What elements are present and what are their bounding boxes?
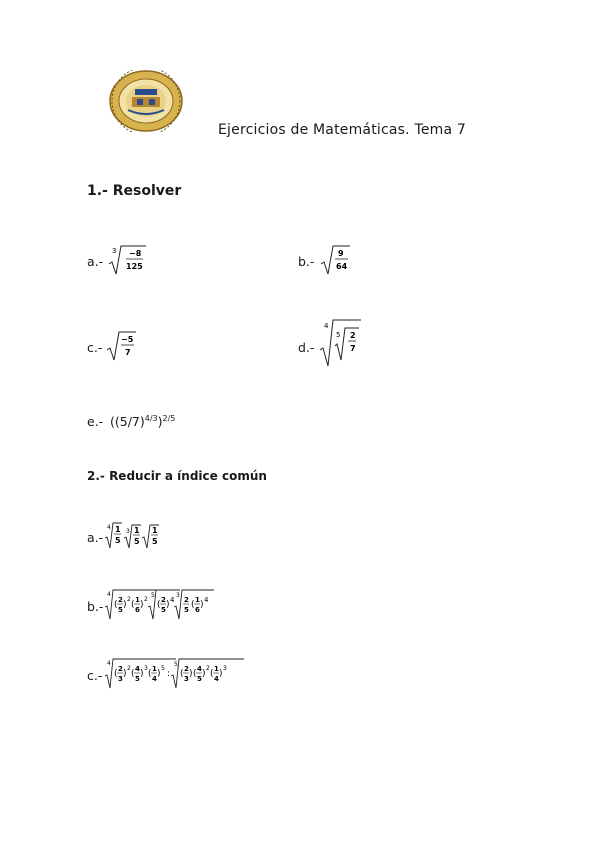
- fraction-denominator: 125: [126, 262, 143, 271]
- svg-text:2: 2: [127, 596, 131, 603]
- exercise-1b-label: b.-: [298, 254, 315, 269]
- exercise-1b-expression: [320, 242, 352, 276]
- svg-text:5: 5: [151, 592, 155, 599]
- svg-text:2: 2: [184, 665, 189, 673]
- svg-text:4: 4: [204, 596, 209, 604]
- exercise-2c-label: c.-: [87, 668, 103, 683]
- svg-text:(: (: [114, 669, 118, 679]
- svg-text:): ): [140, 669, 144, 679]
- svg-text:(: (: [131, 669, 135, 679]
- fraction-numerator: −8: [129, 249, 142, 258]
- svg-text:): ): [123, 600, 127, 610]
- svg-text:1: 1: [135, 596, 140, 604]
- svg-text:3: 3: [176, 592, 180, 599]
- exercise-2c-expression: [104, 656, 254, 690]
- svg-text:2: 2: [144, 596, 148, 603]
- exercise-2a-expression: [104, 520, 164, 550]
- svg-text:2: 2: [161, 596, 166, 604]
- svg-text:1: 1: [214, 665, 219, 673]
- exercise-2b-label: b.-: [87, 599, 104, 614]
- exercise-1d-expression: [319, 316, 363, 370]
- svg-text:5: 5: [161, 606, 166, 614]
- svg-text:(: (: [193, 669, 197, 679]
- svg-text:6: 6: [135, 606, 140, 614]
- svg-text:1: 1: [152, 665, 157, 673]
- svg-text:1: 1: [195, 596, 200, 604]
- exercise-1c-expression: [106, 328, 140, 362]
- svg-text:): ): [189, 669, 193, 679]
- exercise-1c-label: c.-: [87, 340, 103, 355]
- svg-text:5: 5: [118, 606, 123, 614]
- svg-text:2: 2: [118, 665, 123, 673]
- svg-text:4: 4: [107, 591, 111, 598]
- svg-text:3: 3: [144, 665, 148, 672]
- exercise-1e-label: e.-: [87, 414, 104, 429]
- exercise-1d-label: d.-: [298, 340, 315, 355]
- svg-text:1: 1: [115, 525, 121, 534]
- svg-text:): ): [140, 600, 144, 610]
- fraction-denominator: 64: [336, 262, 348, 271]
- section-1-heading: 1.- Resolver: [87, 183, 182, 199]
- svg-text:1: 1: [134, 526, 140, 535]
- svg-text:(: (: [180, 669, 184, 679]
- svg-text::: :: [167, 669, 171, 679]
- svg-text:4: 4: [107, 660, 111, 667]
- exercise-2b-expression: [104, 587, 236, 621]
- svg-text:(: (: [157, 600, 161, 610]
- svg-text:(: (: [210, 669, 214, 679]
- fraction-denominator: 7: [125, 348, 131, 357]
- svg-text:3: 3: [118, 675, 123, 683]
- svg-text:): ): [157, 669, 161, 679]
- svg-text:6: 6: [195, 606, 200, 614]
- svg-text:3: 3: [184, 675, 189, 683]
- fraction-numerator: 2: [350, 331, 356, 340]
- svg-text:3: 3: [223, 665, 227, 672]
- inner-root-index: 5: [336, 331, 341, 339]
- exercise-2a-label: a.-: [87, 530, 104, 545]
- svg-text:4: 4: [135, 665, 140, 673]
- svg-text:2: 2: [127, 665, 131, 672]
- expression-close: ): [157, 414, 163, 430]
- exercise-1a-expression: [108, 242, 148, 276]
- expression-base: ((5/7): [110, 414, 145, 430]
- svg-text:): ): [202, 669, 206, 679]
- svg-text:): ): [219, 669, 223, 679]
- svg-text:1: 1: [152, 526, 158, 535]
- svg-text:5: 5: [152, 537, 158, 546]
- svg-text:(: (: [114, 600, 118, 610]
- svg-text:5: 5: [197, 675, 202, 683]
- section-2-heading: 2.- Reducir a índice común: [87, 469, 267, 483]
- root-index: 3: [112, 247, 117, 255]
- svg-text:(: (: [191, 600, 195, 610]
- svg-text:4: 4: [170, 596, 175, 604]
- svg-text:5: 5: [135, 675, 140, 683]
- outer-root-index: 4: [324, 322, 329, 330]
- document-title: Ejercicios de Matemáticas. Tema 7: [218, 122, 467, 138]
- exponent-inner: 4/3: [144, 414, 158, 423]
- svg-text:5: 5: [174, 661, 178, 668]
- svg-text:5: 5: [115, 536, 121, 545]
- fraction-denominator: 7: [350, 344, 356, 353]
- svg-text:5: 5: [161, 665, 165, 672]
- fraction-numerator: 9: [338, 249, 344, 258]
- svg-text:5: 5: [134, 537, 140, 546]
- svg-text:2: 2: [184, 596, 189, 604]
- svg-text:4: 4: [214, 675, 219, 683]
- exercise-1a-label: a.-: [87, 254, 104, 269]
- svg-text:2: 2: [118, 596, 123, 604]
- exercise-1e-expression: [110, 414, 175, 429]
- svg-text:): ): [123, 669, 127, 679]
- svg-text:4: 4: [197, 665, 202, 673]
- svg-text:4: 4: [107, 524, 111, 531]
- svg-text:(: (: [131, 600, 135, 610]
- exponent-outer: 2/5: [162, 414, 176, 423]
- svg-text:): ): [200, 600, 204, 610]
- svg-text:(: (: [148, 669, 152, 679]
- fraction-numerator: −5: [121, 335, 134, 344]
- svg-text:5: 5: [184, 606, 189, 614]
- svg-text:3: 3: [126, 528, 130, 535]
- university-seal-logo: [108, 70, 184, 132]
- svg-text:): ): [166, 600, 170, 610]
- svg-text:2: 2: [206, 665, 210, 672]
- svg-text:4: 4: [152, 675, 157, 683]
